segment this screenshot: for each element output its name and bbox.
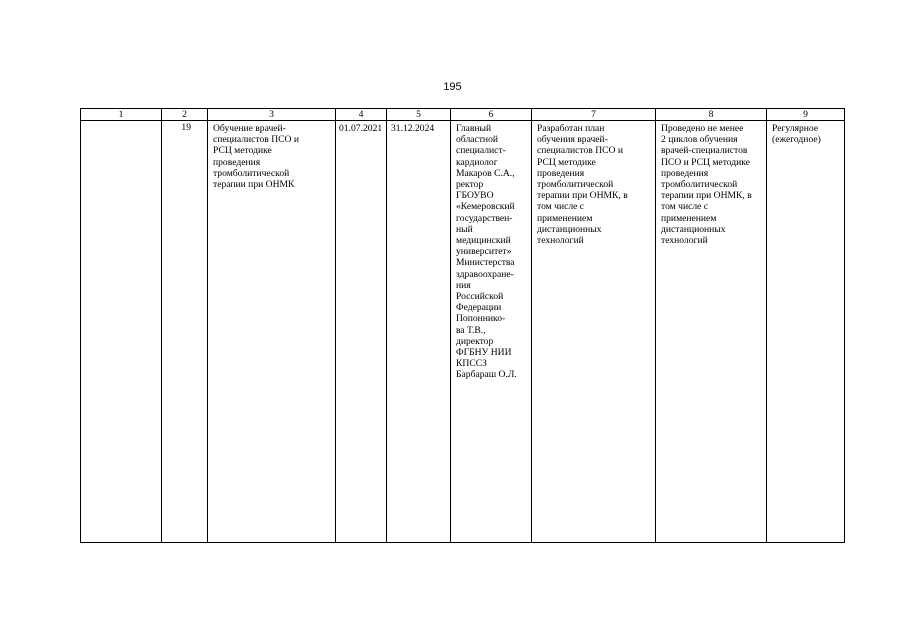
cell-responsible <box>451 121 532 543</box>
cell-activity <box>208 121 336 543</box>
cell-start-date <box>336 121 387 543</box>
cell-section <box>81 121 162 543</box>
column-number-9: 9 <box>767 109 845 121</box>
cell-frequency <box>767 121 845 543</box>
column-number-8: 8 <box>656 109 767 121</box>
column-number-3: 3 <box>208 109 336 121</box>
cell-item-number <box>162 121 208 543</box>
cell-frequency-text: Регулярное (ежегодное) <box>772 123 821 146</box>
column-number-4: 4 <box>336 109 387 121</box>
cell-end-date-text: 31.12.2024 <box>391 123 435 134</box>
cell-result-text: Разработан план обучения врачей- специалистов ПСО и РСЦ методике проведения тромболитической терапии при ОНМК, в том числе с применением дистанционных технологий <box>537 123 628 247</box>
activities-table <box>80 108 845 543</box>
column-number-2: 2 <box>162 109 208 121</box>
cell-result <box>532 121 656 543</box>
column-number-6: 6 <box>451 109 532 121</box>
cell-end-date <box>387 121 451 543</box>
cell-start-date-text: 01.07.2021 <box>339 123 383 134</box>
cell-section-text <box>81 121 161 123</box>
column-number-7: 7 <box>532 109 656 121</box>
cell-item-number-text: 19 <box>181 122 191 133</box>
column-number-1: 1 <box>81 109 162 121</box>
page-number: 195 <box>443 81 462 93</box>
column-number-row <box>81 109 845 121</box>
column-number-5: 5 <box>387 109 451 121</box>
cell-indicator <box>656 121 767 543</box>
cell-activity-text: Обучение врачей- специалистов ПСО и РСЦ методике проведения тромболитической терапии при ОНМК <box>213 123 300 191</box>
table-row <box>81 121 845 543</box>
cell-indicator-text: Проведено не менее 2 циклов обучения врачей-специалистов ПСО и РСЦ методике проведения тромболитической терапии при ОНМК, в том числе с применением дистанционных технологий <box>661 123 752 247</box>
cell-responsible-text: Главный областной специалист- кардиолог Макаров С.А., ректор ГБОУВО «Кемеровский государствен- ный медицинский университет» Министерства здравоохране- ния Российской Федерации Попоннико- ва Т.В., директор ФГБНУ НИИ КПССЗ Барбараш О.Л. <box>456 123 517 381</box>
